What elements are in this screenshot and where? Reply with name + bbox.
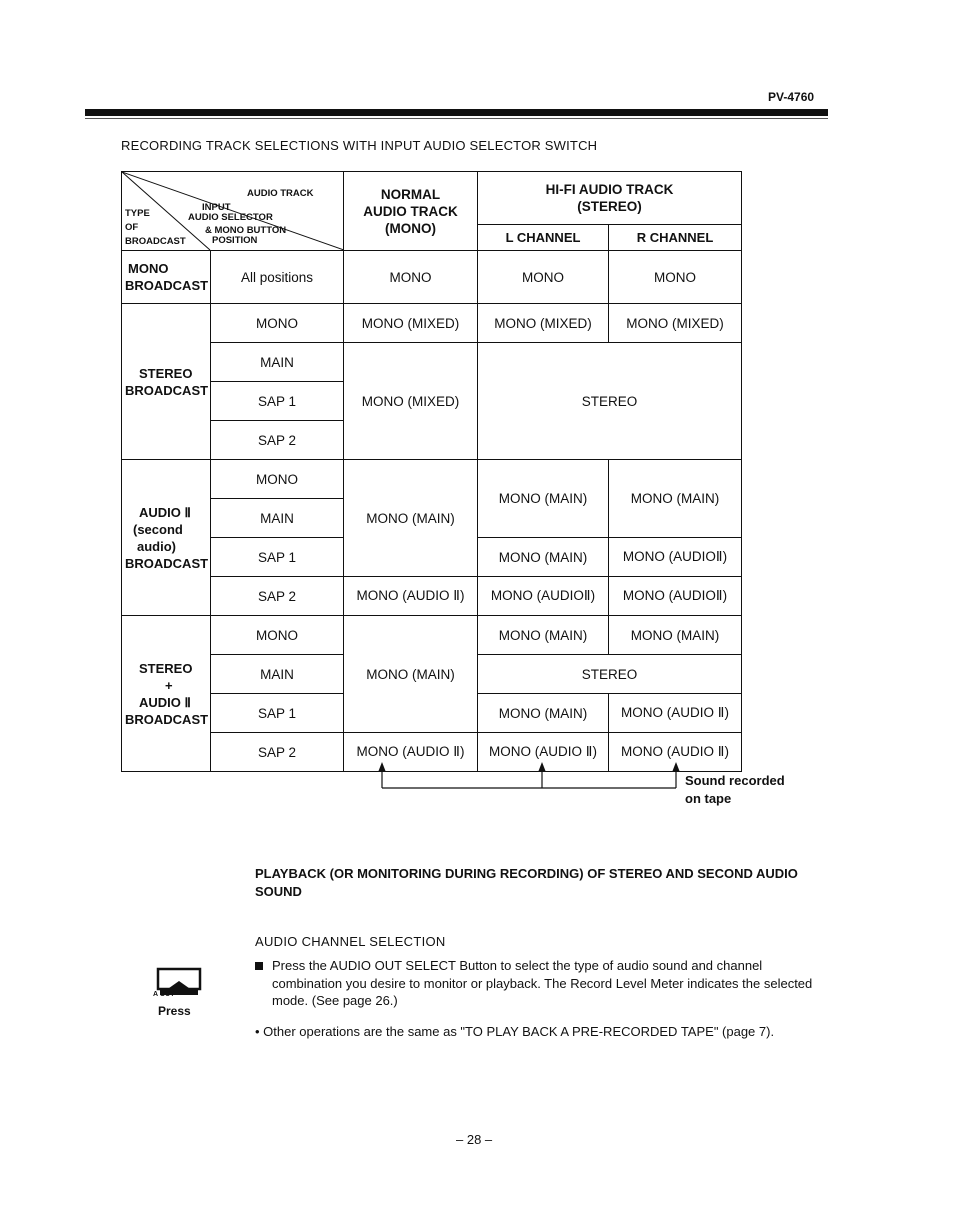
instruction-bullet	[255, 957, 830, 1010]
normal-cell: MONO	[344, 251, 478, 304]
type-label: AUDIO Ⅱ	[139, 694, 191, 710]
l-cell: MONO	[478, 251, 609, 304]
r-cell: MONO (MAIN)	[609, 616, 742, 655]
normal-head-line2: AUDIO TRACK	[363, 203, 458, 219]
normal-cell: MONO (AUDIO Ⅱ)	[344, 577, 478, 616]
other-operations-note: • Other operations are the same as "TO PLAY BACK A PRE-RECORDED TAPE" (page 7).	[255, 1024, 775, 1039]
type-label: +	[165, 677, 173, 693]
header-rule	[85, 109, 828, 116]
r-cell: MONO (AUDIO Ⅱ)	[609, 694, 742, 733]
header-rule-thin	[85, 118, 828, 119]
page-number: – 28 –	[456, 1132, 493, 1147]
normal-cell: MONO (AUDIO Ⅱ)	[344, 733, 478, 772]
normal-cell-merged: MONO (MIXED)	[344, 343, 478, 460]
hifi-cell-merged: STEREO	[478, 655, 742, 694]
diag-broadcast: BROADCAST	[125, 236, 186, 247]
diag-input: INPUT	[202, 202, 231, 213]
normal-cell: MONO (MIXED)	[344, 304, 478, 343]
icon-label: A OUT	[153, 991, 175, 998]
l-cell: MONO (MAIN)	[478, 694, 609, 733]
position-cell: MAIN	[211, 655, 344, 694]
l-cell: MONO (AUDIO Ⅱ)	[478, 733, 609, 772]
position-cell: MONO	[211, 460, 344, 499]
position-cell: SAP 1	[211, 538, 344, 577]
audio-out-button-icon	[150, 967, 210, 1005]
position-cell: SAP 1	[211, 694, 344, 733]
table-row	[122, 251, 742, 304]
diag-selector: AUDIO SELECTOR	[188, 212, 273, 223]
type-label: (second	[133, 521, 183, 537]
type-audio2-broadcast	[122, 460, 211, 616]
position-cell: SAP 1	[211, 382, 344, 421]
l-cell-merged: MONO (MAIN)	[478, 460, 609, 538]
type-stereo-audio2-broadcast	[122, 616, 211, 772]
normal-head-line1: NORMAL	[380, 186, 441, 202]
normal-head-line3: (MONO)	[385, 220, 436, 236]
model-number: PV-4760	[768, 90, 815, 104]
normal-cell-merged: MONO (MAIN)	[344, 616, 478, 733]
l-cell: MONO (AUDIOⅡ)	[478, 577, 609, 616]
section-heading: RECORDING TRACK SELECTIONS WITH INPUT AUDIO SELECTOR SWITCH	[121, 138, 598, 153]
l-cell: MONO (MIXED)	[478, 304, 609, 343]
type-label: STEREO	[139, 660, 193, 676]
position-cell: MAIN	[211, 343, 344, 382]
table-row	[122, 733, 742, 772]
r-cell: MONO (AUDIOⅡ)	[609, 577, 742, 616]
diag-mono-button: & MONO BUTTON	[205, 225, 287, 236]
position-cell: MONO	[211, 304, 344, 343]
position-cell: SAP 2	[211, 577, 344, 616]
table-row	[122, 460, 742, 499]
r-cell: MONO (AUDIO Ⅱ)	[609, 733, 742, 772]
position-cell: MAIN	[211, 499, 344, 538]
r-cell: MONO	[609, 251, 742, 304]
diag-position: POSITION	[212, 235, 258, 246]
hifi-cell-merged: STEREO	[478, 343, 742, 460]
type-mono-broadcast	[122, 251, 211, 304]
audio-channel-selection-heading: AUDIO CHANNEL SELECTION	[255, 934, 446, 949]
diagonal-header-cell	[122, 172, 344, 251]
type-label: AUDIO Ⅱ	[139, 504, 191, 520]
hifi-head-line2: (STEREO)	[577, 199, 642, 214]
normal-cell-merged: MONO (MAIN)	[344, 460, 478, 577]
type-label: MONO	[128, 261, 169, 276]
recorded-note-line2: on tape	[685, 791, 732, 806]
type-stereo-broadcast	[122, 304, 211, 460]
table-row	[122, 616, 742, 655]
recorded-note-line1: Sound recorded	[685, 773, 785, 788]
playback-title: PLAYBACK (OR MONITORING DURING RECORDING) OF STEREO AND SECOND AUDIO SOUND	[255, 866, 798, 899]
l-channel-header: L CHANNEL	[478, 225, 609, 251]
table-row	[122, 577, 742, 616]
r-cell: MONO (AUDIOⅡ)	[609, 538, 742, 577]
r-cell-merged: MONO (MAIN)	[609, 460, 742, 538]
type-label: BROADCAST	[125, 711, 209, 727]
r-channel-header: R CHANNEL	[609, 225, 742, 251]
press-label: Press	[158, 1004, 191, 1018]
table-row	[122, 304, 742, 343]
table-row	[122, 343, 742, 382]
position-cell: SAP 2	[211, 421, 344, 460]
type-label: BROADCAST	[125, 382, 209, 398]
diag-audio-track: AUDIO TRACK	[247, 188, 314, 199]
hifi-track-header	[478, 172, 742, 225]
l-cell: MONO (MAIN)	[478, 538, 609, 577]
type-label: audio)	[137, 538, 176, 554]
r-cell: MONO (MIXED)	[609, 304, 742, 343]
square-bullet-icon	[255, 962, 263, 970]
position-cell: All positions	[211, 251, 344, 304]
hifi-head-line1: HI-FI AUDIO TRACK	[545, 182, 674, 197]
normal-track-header	[344, 172, 478, 251]
recording-track-table	[121, 171, 742, 772]
l-cell: MONO (MAIN)	[478, 616, 609, 655]
type-label: BROADCAST	[125, 278, 209, 293]
diag-type: TYPE	[125, 208, 150, 219]
diag-of: OF	[125, 222, 139, 233]
position-cell: MONO	[211, 616, 344, 655]
type-label: BROADCAST	[125, 555, 209, 571]
type-label: STEREO	[139, 365, 193, 381]
table-header-row	[122, 172, 742, 225]
position-cell: SAP 2	[211, 733, 344, 772]
instruction-text: Press the AUDIO OUT SELECT Button to select the type of audio sound and channel combination you desire to monitor or playback. The Record Level Meter indicates the selected mode. (See page 26.)	[272, 958, 813, 1008]
